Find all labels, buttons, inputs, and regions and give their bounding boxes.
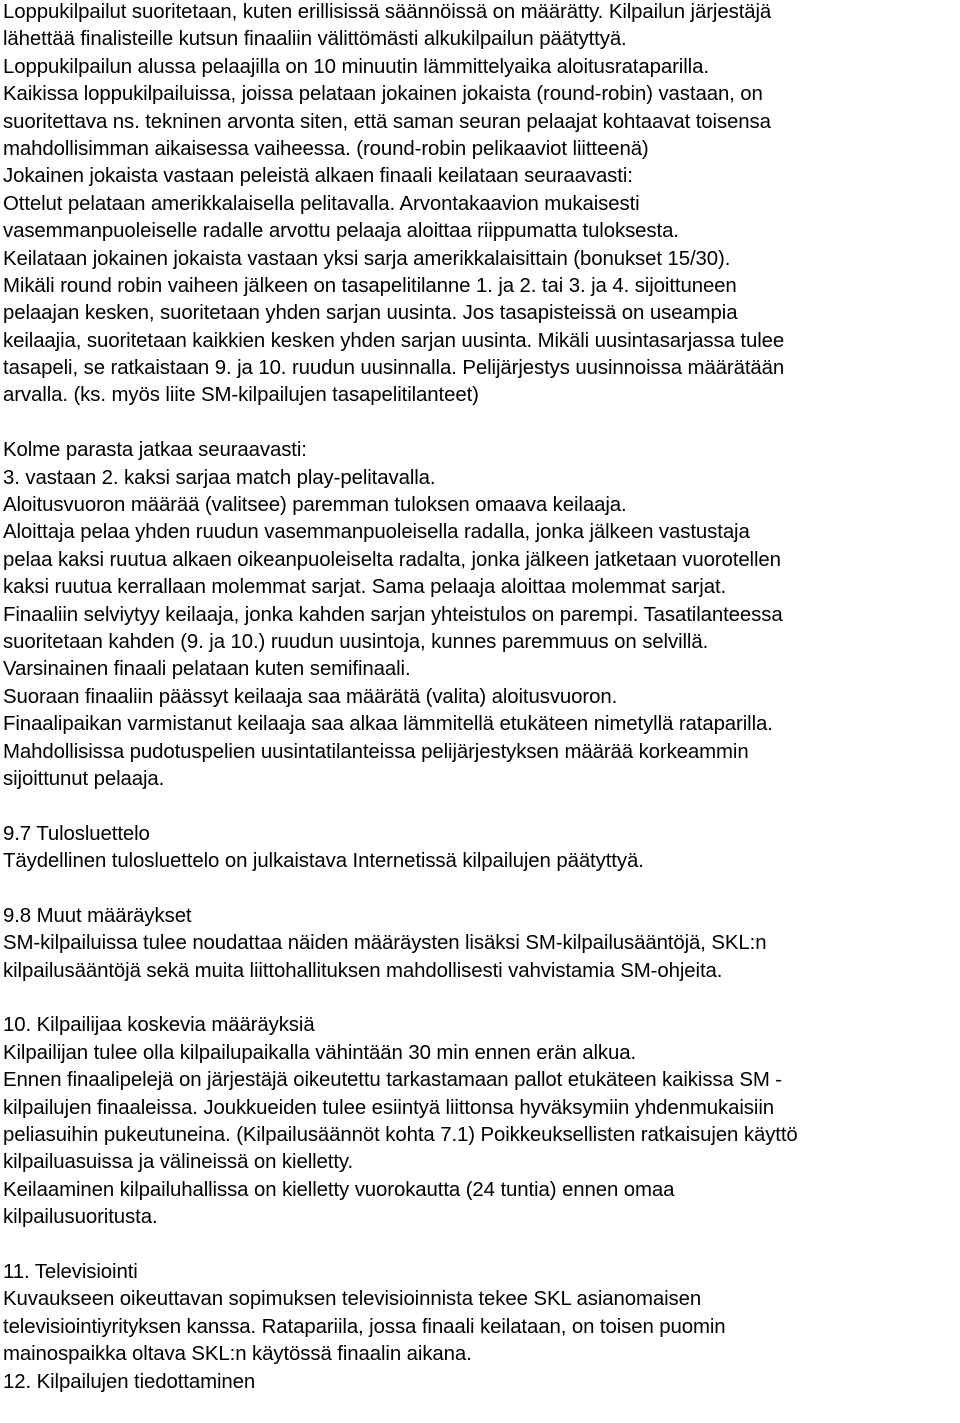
text-line: Keilataan jokainen jokaista vastaan yksi sarja amerikkalaisittain (bonukset 15/30).: [3, 247, 731, 270]
results-list-section: [3, 821, 960, 876]
text-line: Finaaliin selviytyy keilaaja, jonka kahden sarjan yhteistulos on parempi. Tasatilanteessa: [3, 603, 783, 626]
other-rules-section: [3, 903, 960, 985]
competitor-rules-section: [3, 1012, 960, 1231]
text-line: suoritettava ns. tekninen arvonta siten, että saman seuran pelaajat kohtaavat toisensa: [3, 110, 771, 133]
section-heading: 10. Kilpailijaa koskevia määräyksiä: [3, 1014, 315, 1037]
document-page: [3, 0, 960, 1396]
text-line: suoritetaan kahden (9. ja 10.) ruudun uusintoja, kunnes paremmuus on selvillä.: [3, 630, 709, 653]
text-line: mahdollisimman aikaisessa vaiheessa. (round-robin pelikaaviot liitteenä): [3, 137, 649, 160]
televising-section: [3, 1259, 960, 1396]
text-line: SM-kilpailuissa tulee noudattaa näiden määräysten lisäksi SM-kilpailusääntöjä, SKL:n: [3, 932, 767, 955]
section-heading: 9.7 Tulosluettelo: [3, 822, 150, 845]
text-line: Suoraan finaaliin päässyt keilaaja saa määrätä (valita) aloitusvuoron.: [3, 685, 618, 708]
text-line: kilpailuasuissa ja välineissä on kielletty.: [3, 1151, 354, 1174]
text-line: kilpailujen finaaleissa. Joukkueiden tulee esiintyä liittonsa hyväksymiin yhdenmukaisiin: [3, 1096, 774, 1119]
text-line: Täydellinen tulosluettelo on julkaistava Internetissä kilpailujen päätyttyä.: [3, 850, 644, 873]
text-line: Ennen finaalipelejä on järjestäjä oikeutettu tarkastamaan pallot etukäteen kaikissa SM -: [3, 1069, 782, 1092]
text-line: kilpailusääntöjä sekä muita liittohallituksen mahdollisesti vahvistamia SM-ohjeita.: [3, 959, 723, 982]
text-line: pelaajan kesken, suoritetaan yhden sarjan uusinta. Jos tasapisteissä on useampia: [3, 302, 738, 325]
text-line: kilpailusuoritusta.: [3, 1206, 158, 1229]
final-rules-section: [3, 0, 960, 410]
section-heading: 11. Televisiointi: [3, 1260, 138, 1283]
text-line: Kolme parasta jatkaa seuraavasti:: [3, 439, 307, 462]
text-line: televisiointiyrityksen kanssa. Ratapariila, jossa finaali keilataan, on toisen puomin: [3, 1315, 726, 1338]
text-line: Keilaaminen kilpailuhallissa on kielletty vuorokautta (24 tuntia) ennen omaa: [3, 1178, 675, 1201]
section-heading: 9.8 Muut määräykset: [3, 904, 192, 927]
text-line: lähettää finalisteille kutsun finaaliin välittömästi alkukilpailun päätyttyä.: [3, 28, 627, 51]
text-line: peliasuihin pukeutuneina. (Kilpailusäännöt kohta 7.1) Poikkeuksellisten ratkaisujen käyttö: [3, 1124, 798, 1147]
text-line: sijoittunut pelaaja.: [3, 767, 165, 790]
text-line: Aloitusvuoron määrää (valitsee) paremman tuloksen omaava keilaaja.: [3, 494, 627, 517]
text-line: pelaa kaksi ruutua alkaen oikeanpuoleiselta radalta, jonka jälkeen jatketaan vuorotellen: [3, 548, 781, 571]
paragraph-gap: [3, 985, 960, 1012]
text-line: mainospaikka oltava SKL:n käytössä finaalin aikana.: [3, 1343, 472, 1366]
text-line: kaksi ruutua kerrallaan molemmat sarjat. Sama pelaaja aloittaa molemmat sarjat.: [3, 576, 727, 599]
paragraph-gap: [3, 1232, 960, 1259]
section-heading: 12. Kilpailujen tiedottaminen: [3, 1370, 256, 1393]
text-line: arvalla. (ks. myös liite SM-kilpailujen tasapelitilanteet): [3, 384, 479, 407]
text-line: Aloittaja pelaa yhden ruudun vasemmanpuoleisella radalla, jonka jälkeen vastustaja: [3, 521, 750, 544]
text-line: Ottelut pelataan amerikkalaisella pelitavalla. Arvontakaavion mukaisesti: [3, 192, 640, 215]
text-line: Kilpailijan tulee olla kilpailupaikalla vähintään 30 min ennen erän alkua.: [3, 1041, 637, 1064]
text-line: Mahdollisissa pudotuspelien uusintatilanteissa pelijärjestyksen määrää korkeammin: [3, 740, 749, 763]
paragraph-gap: [3, 793, 960, 820]
paragraph-gap: [3, 410, 960, 437]
text-line: tasapeli, se ratkaistaan 9. ja 10. ruudun uusinnalla. Pelijärjestys uusinnoissa määrätään: [3, 357, 785, 380]
text-line: Loppukilpailun alussa pelaajilla on 10 minuutin lämmittelyaika aloitusrataparilla.: [3, 55, 709, 78]
text-line: keilaajia, suoritetaan kaikkien kesken yhden sarjan uusinta. Mikäli uusintasarjassa tulee: [3, 329, 785, 352]
text-line: Finaalipaikan varmistanut keilaaja saa alkaa lämmitellä etukäteen nimetyllä rataparilla.: [3, 713, 773, 736]
text-line: Kuvaukseen oikeuttavan sopimuksen televisioinnista tekee SKL asianomaisen: [3, 1288, 702, 1311]
top-three-section: [3, 437, 960, 793]
text-line: vasemmanpuoleiselle radalle arvottu pelaaja aloittaa riippumatta tuloksesta.: [3, 220, 679, 243]
text-line: Varsinainen finaali pelataan kuten semifinaali.: [3, 658, 411, 681]
text-line: Kaikissa loppukilpailuissa, joissa pelataan jokainen jokaista (round-robin) vastaan, on: [3, 83, 763, 106]
text-line: Jokainen jokaista vastaan peleistä alkaen finaali keilataan seuraavasti:: [3, 165, 633, 188]
text-line: 3. vastaan 2. kaksi sarjaa match play-pelitavalla.: [3, 466, 436, 489]
text-line: Mikäli round robin vaiheen jälkeen on tasapelitilanne 1. ja 2. tai 3. ja 4. sijoittuneen: [3, 274, 737, 297]
paragraph-gap: [3, 876, 960, 903]
text-line: Loppukilpailut suoritetaan, kuten erillisissä säännöissä on määrätty. Kilpailun järjestäjä: [3, 1, 772, 23]
